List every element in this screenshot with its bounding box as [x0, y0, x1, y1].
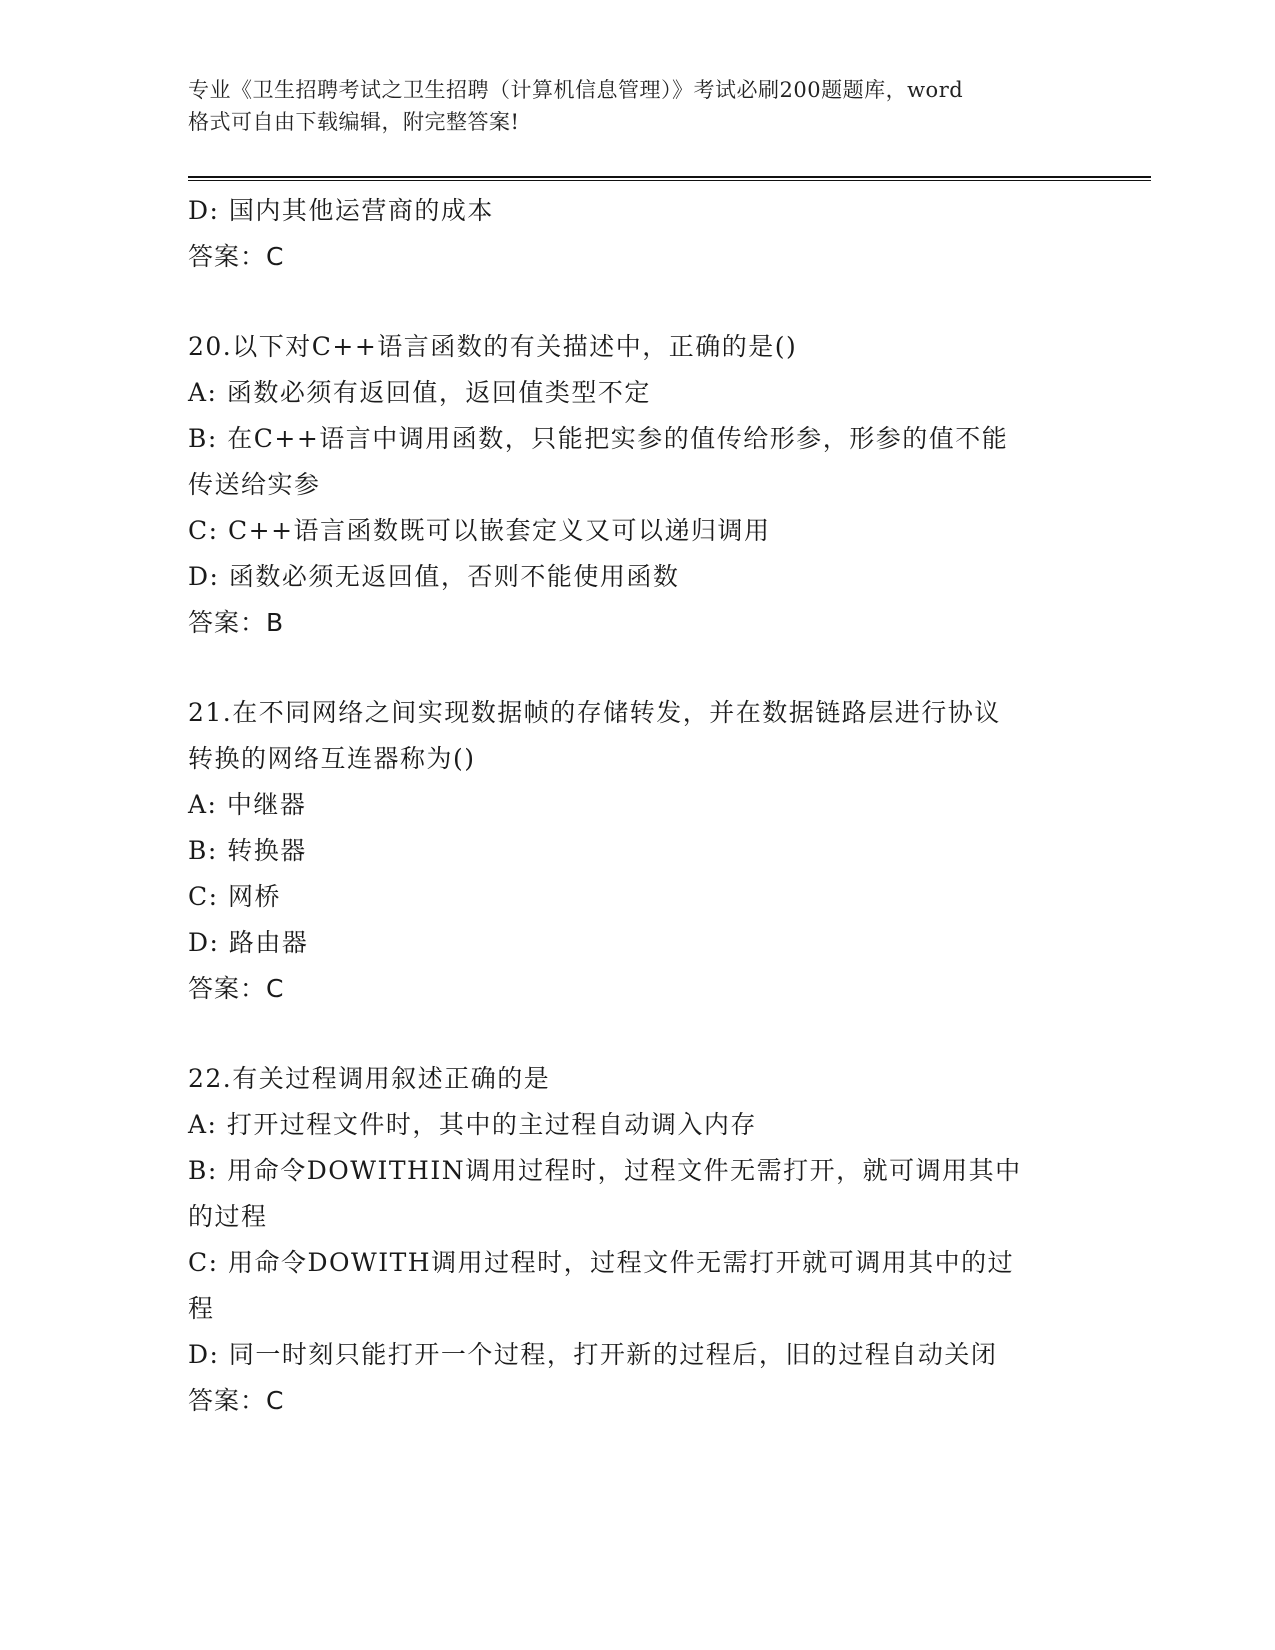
option-c: C: 网桥: [188, 882, 281, 911]
option-a: A: 函数必须有返回值，返回值类型不定: [188, 378, 651, 407]
option-d: D: 同一时刻只能打开一个过程，打开新的过程后，旧的过程自动关闭: [188, 1340, 998, 1369]
question-21: [188, 690, 1088, 1012]
option-b: B: 转换器: [188, 836, 307, 865]
question-22: [188, 1056, 1088, 1424]
partial-question: [188, 188, 1088, 280]
option-c: C: C++语言函数既可以嵌套定义又可以递归调用: [188, 516, 771, 545]
answer: 答案：C: [188, 1386, 285, 1415]
option-d: D: 国内其他运营商的成本: [188, 196, 494, 225]
option-c: C: 用命令DOWITH调用过程时，过程文件无需打开就可调用其中的过: [188, 1248, 1015, 1277]
document-body: [188, 188, 1088, 1424]
option-b: B: 用命令DOWITHIN调用过程时，过程文件无需打开，就可调用其中: [188, 1156, 1022, 1185]
option-b-continued: 传送给实参: [188, 470, 321, 499]
question-stem: 20.以下对C++语言函数的有关描述中，正确的是(): [188, 332, 798, 361]
option-b: B: 在C++语言中调用函数，只能把实参的值传给形参，形参的值不能: [188, 424, 1009, 453]
option-d: D: 函数必须无返回值，否则不能使用函数: [188, 562, 680, 591]
answer: 答案：B: [188, 608, 285, 637]
header-line-1: 专业《卫生招聘考试之卫生招聘（计算机信息管理）》考试必刷200题题库，word: [188, 78, 964, 102]
option-a: A: 中继器: [188, 790, 307, 819]
question-stem-continued: 转换的网络互连器称为(): [188, 744, 476, 773]
answer: 答案：C: [188, 974, 285, 1003]
option-a: A: 打开过程文件时，其中的主过程自动调入内存: [188, 1110, 757, 1139]
question-stem: 21.在不同网络之间实现数据帧的存储转发，并在数据链路层进行协议: [188, 698, 1001, 727]
answer: 答案：C: [188, 242, 285, 271]
header-divider: [188, 176, 1151, 181]
question-stem: 22.有关过程调用叙述正确的是: [188, 1064, 551, 1093]
page-header: [188, 74, 1088, 138]
option-c-continued: 程: [188, 1294, 215, 1323]
option-b-continued: 的过程: [188, 1202, 268, 1231]
header-line-2: 格式可自由下载编辑，附完整答案!: [188, 110, 520, 134]
question-20: [188, 324, 1088, 646]
option-d: D: 路由器: [188, 928, 309, 957]
